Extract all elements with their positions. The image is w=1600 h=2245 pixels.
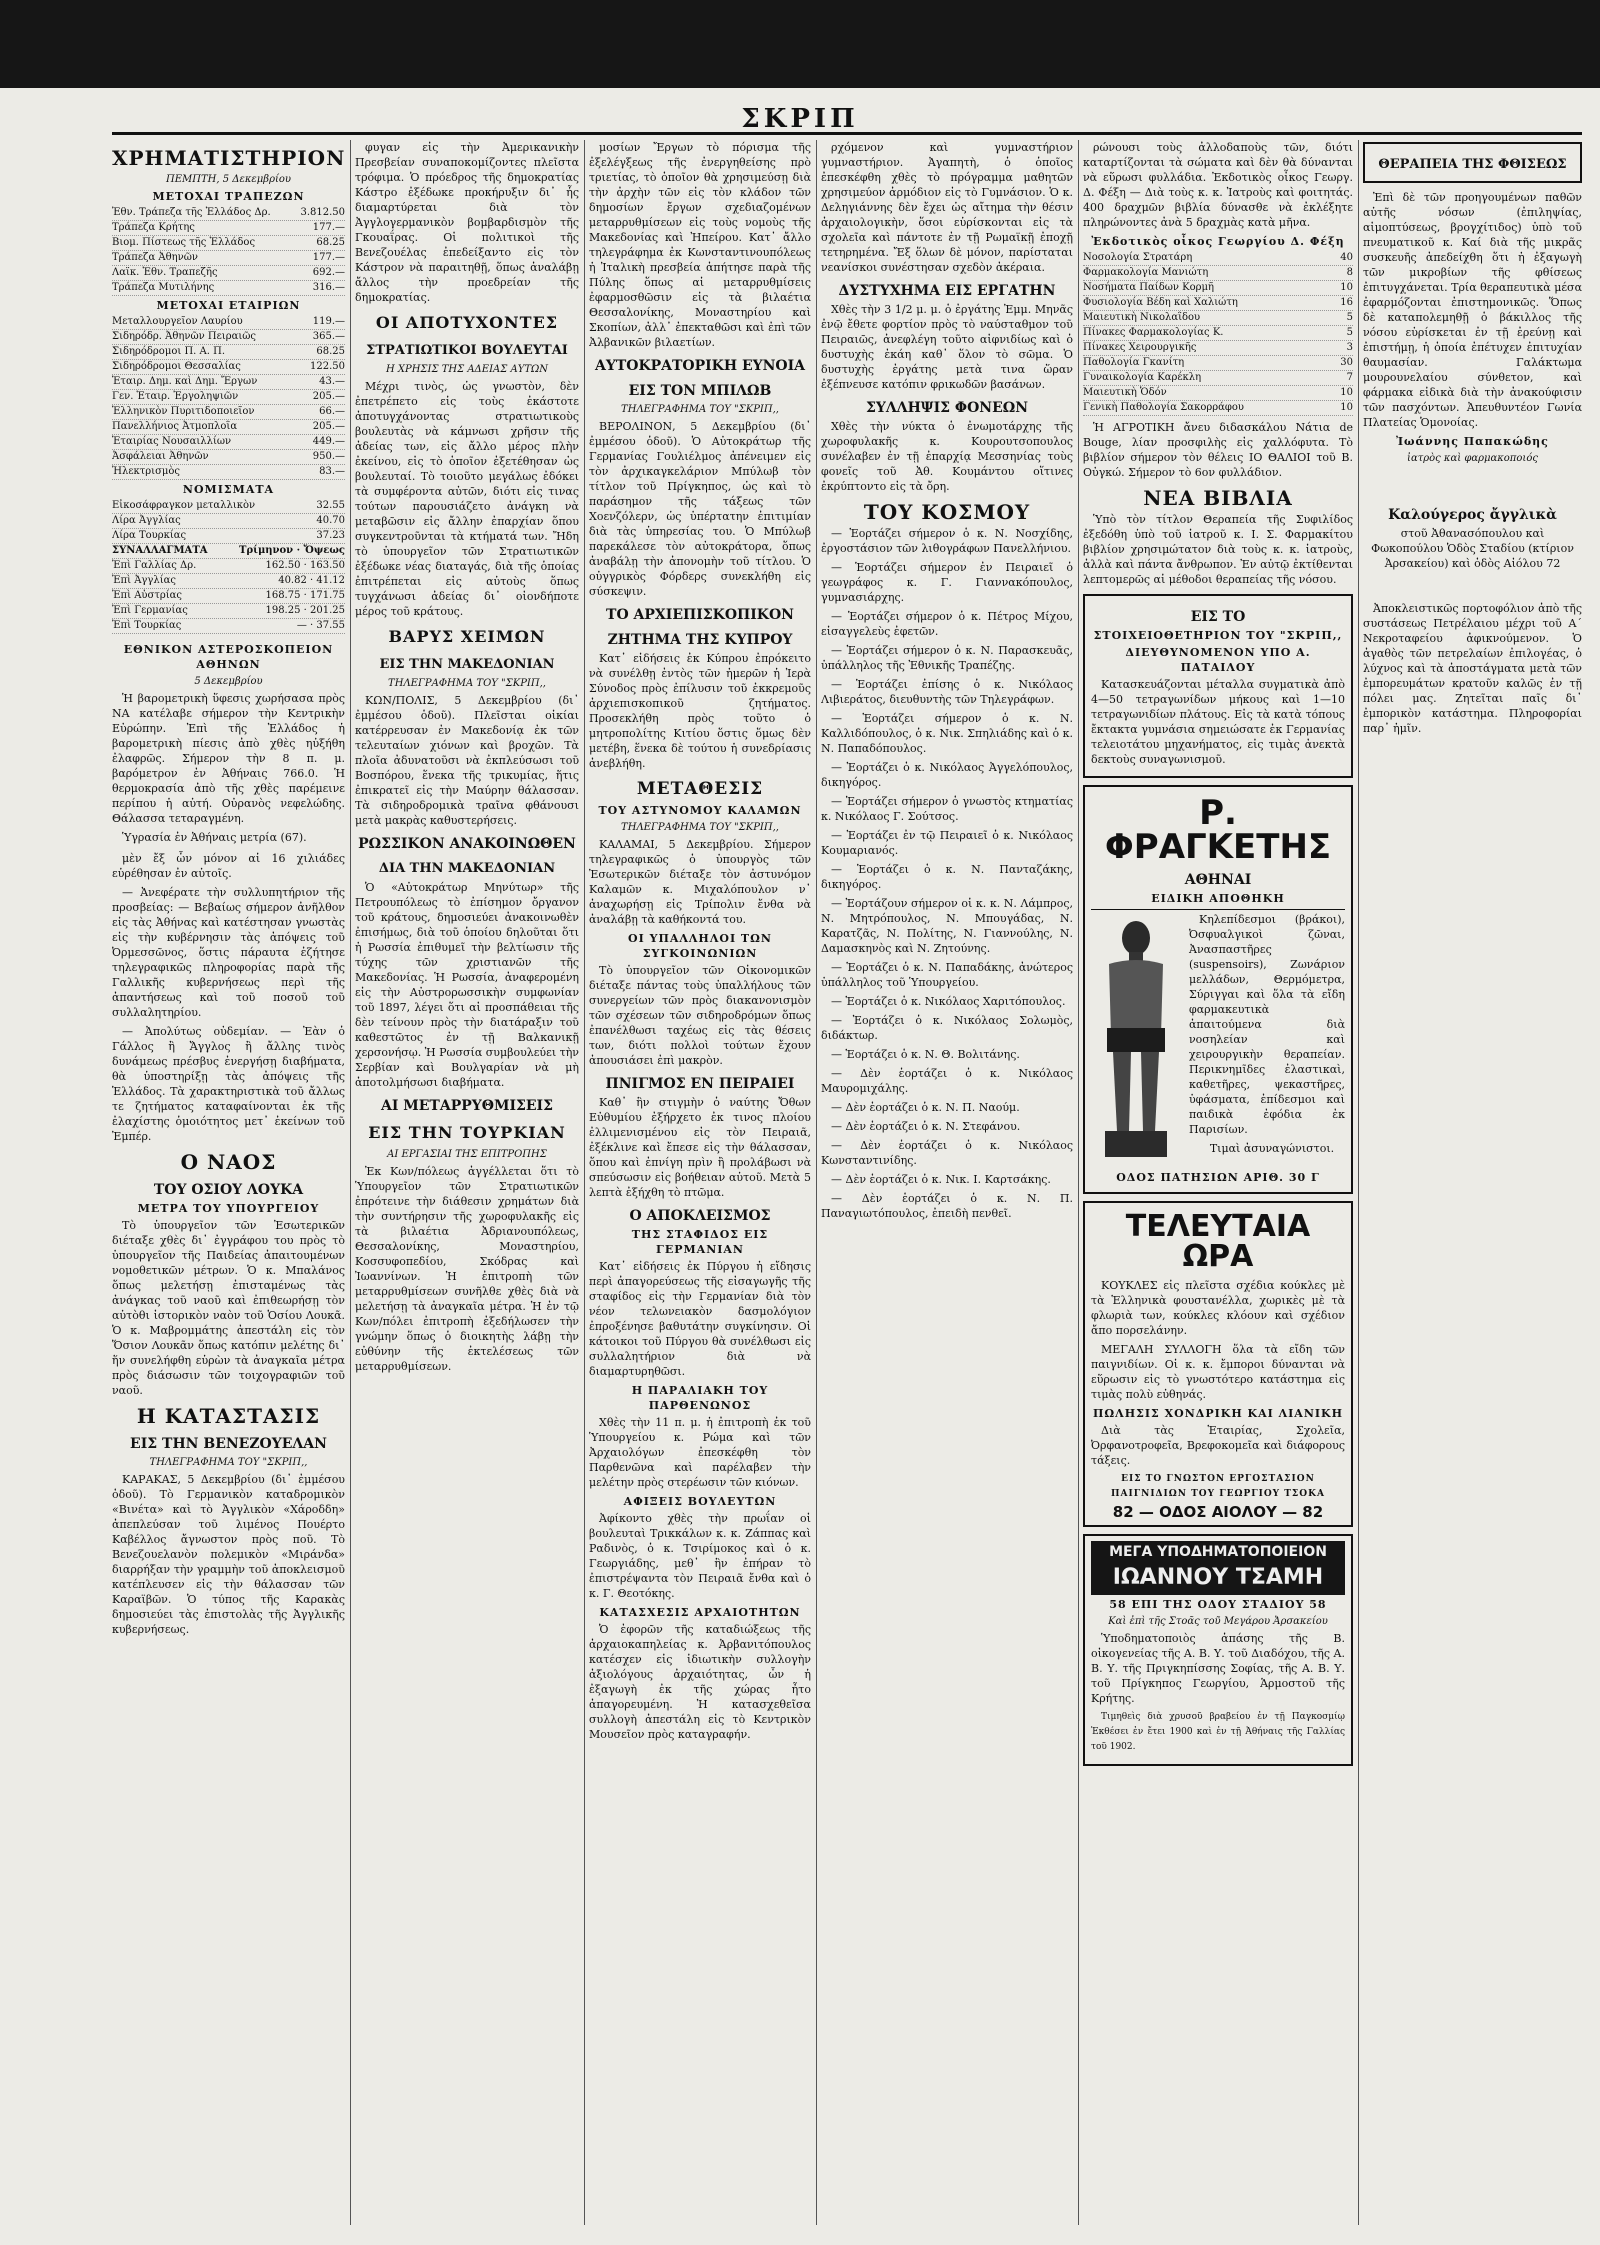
clerks-headline: ΟΙ ΥΠΑΛΛΗΛΟΙ ΤΩΝ ΣΥΓΚΟΙΝΩΝΙΩΝ <box>628 932 772 960</box>
table-row: Τράπεζα Κρήτης 177.— <box>112 221 345 236</box>
naos-caption: ΜΕΤΡΑ ΤΟΥ ΥΠΟΥΡΓΕΙΟΥ <box>137 1202 320 1215</box>
table-row: Γεν. Ἑταιρ. Ἐργοληψιῶν 205.— <box>112 390 345 405</box>
list-item: — Ἑορτάζει ὁ κ. Νικόλαος Ἀγγελόπουλος, δικηγόρος. <box>821 761 1073 789</box>
table-row: Ἑταιρίας Νουσαιλλίων 449.— <box>112 435 345 450</box>
transfer-headline: ΜΕΤΑΘΕΣΙΣ <box>636 779 764 799</box>
bank-shares-table <box>112 206 345 296</box>
frangetis-store: ΕΙΔΙΚΗ ΑΠΟΘΗΚΗ <box>1091 891 1345 910</box>
list-item: — Ἑορτάζει ὁ κ. Ν. Πανταζάκης, δικηγόρος. <box>821 863 1073 891</box>
frangetis-price: Τιμαὶ ἀσυναγώνιστοι. <box>1209 1142 1335 1155</box>
column-3 <box>589 140 811 2225</box>
table-row: Σιδηρόδρομοι Θεσσαλίας 122.50 <box>112 360 345 375</box>
murderers-headline: ΣΥΛΛΗΨΙΣ ΦΟΝΕΩΝ <box>865 400 1029 416</box>
telegram-caption: ΤΗΛΕΓΡΑΦΗΜΑ ΤΟΥ "ΣΚΡΙΠ,, <box>149 1457 308 1468</box>
column-divider <box>350 140 351 2225</box>
article-text: Χθὲς τὴν νύκτα ὁ ἐνωμοτάρχης τῆς χωροφυλακῆς κ. Κουρουτσοπουλος συνέλαβεν ἐν τῇ ἐπαρχίᾳ Μεσσηνίας τοὺς φονεῖς τοῦ Ἀθ. Κουμάντου οἵτινες ἐκρύπτοντο εἰς τὰ ὄρη. <box>821 420 1073 493</box>
toy-shop-ad <box>1083 1201 1353 1527</box>
table-row: Ἠλεκτρισμὸς 83.— <box>112 465 345 480</box>
table-row: Σιδηρόδρομοι Π. Α. Π. 68.25 <box>112 345 345 360</box>
shoe-shop-ad <box>1083 1534 1353 1766</box>
frangetis-address: ΟΔΟΣ ΠΑΤΗΣΙΩΝ ΑΡΙΘ. 30 Γ <box>1116 1171 1320 1184</box>
society-headline: ΤΟΥ ΚΟΣΜΟΥ <box>863 500 1031 524</box>
table-row: Μαιευτικὴ Νικολαΐδου 5 <box>1083 311 1353 326</box>
shoe-shop-text: Ὑποδηματοποιὸς ἁπάσης τῆς Β. οἰκογενείας τῆς Α. Β. Υ. τοῦ Διαδόχου, τῆς Α. Β. Υ. τῆς Πριγκηπίσσης Σοφίας, τῆς Α. Β. Υ. τοῦ Πρίγκηπος Γεωργίου, Ἁρμοστοῦ τῆς Κρήτης. <box>1091 1632 1345 1705</box>
new-books-headline: ΝΕΑ ΒΙΒΛΙΑ <box>1143 486 1293 510</box>
list-item: — Ἑορτάζει ἐπίσης ὁ κ. Νικόλαος Λιβιεράτος, διευθυντὴς τῶν Τηλεγράφων. <box>821 678 1073 706</box>
list-item: — Ἑορτάζει σήμερον ὁ κ. Ν. Παρασκευᾶς, ὑπάλληλος τῆς Ἐθνικῆς Τραπέζης. <box>821 644 1073 672</box>
article-text: Ἡ ΑΓΡΟΤΙΚΗ ἄνευ διδασκάλου Νάτια de Bouge, λίαν προσφιλὴς εἰς χαλλόφυτα. Τὸ βιβλίον σήμερον τὸν θέλεις ΙΟ ΘΑΛΙΟΙ τοῦ Β. Οὐγκώ. Σήμερον τὸ 6ον φυλλάδιον. <box>1083 421 1353 479</box>
article-text: Τὸ ὑπουργεῖον τῶν Ἐσωτερικῶν διέταξε χθὲς δι᾽ ἐγγράφου του πρὸς τὸ ὑπουργεῖον τῆς Παιδείας ἀπαιτουμένων νομοθετικῶν μέτρων. Ὁ κ. Μπαλάνος ὅπως μελετήσῃ ἐπισταμένως τὰς ἀνάγκας τοῦ ναοῦ καὶ ἐπιθεωρήσῃ τὸν αὐτὸθι ἱστορικὸν ναὸν τοῦ Ὁσίου Λουκᾶ. Ὁ κ. Μαβρομμάτης ἀπεστάλη εἰς τὸν Ὅσιον Λουκᾶν ὅπως κατόπιν μελέτης δι᾽ ἥν συνελήφθη εὑρὼν τὰ ἀναγκαῖα μέτρα πρὸς διάσωσιν τῶν τοιχογραφιῶν τοῦ ναοῦ. <box>112 1219 345 1397</box>
toy-shop-text: ΚΟΥΚΛΕΣ εἰς πλεῖστα σχέδια κούκλες μὲ τὰ Ἑλληνικὰ φουστανέλλα, χωρικὲς μὲ τὰ φλωριὰ των, κούκλες κλόουν καὶ σχέδιον ἄπο πορσελάνην. <box>1091 1279 1345 1337</box>
list-item: — Ἑορτάζει σήμερον ἐν Πειραιεῖ ὁ γεωγράφος κ. Γ. Γιαννακόπουλος, γυμνασιάρχης. <box>821 561 1073 604</box>
print-shop-text: Κατασκευάζονται μέταλλα συγματικὰ ἀπὸ 4—50 τετραγωνίδων μήκους καὶ 1—10 τετραγωνιδίων πλάτους. Εἰς τὰ κατὰ τόπους ἔκτακτα γυμνάσια σημειώσατε ἐκ Γερμανίας τελειοτάτου μηχανήματος, εἰς τιμὰς ἀνεκτὰ δεκτοὺς συναγωνισμοῦ. <box>1091 678 1345 766</box>
list-item: — Ἑορτάζει ὁ κ. Νικόλαος Σολωμὸς, διδάκτωρ. <box>821 1014 1073 1042</box>
parthenon-headline: Η ΠΑΡΑΛΙΑΚΗ ΤΟΥ ΠΑΡΘΕΝΩΝΟΣ <box>631 1384 769 1412</box>
fx-table <box>112 559 345 634</box>
reforms-caption: ΑΙ ΕΡΓΑΣΙΑΙ ΤΗΣ ΕΠΙΤΡΟΠΗΣ <box>387 1149 547 1160</box>
table-row: Πίνακες Χειρουργικῆς 3 <box>1083 341 1353 356</box>
article-text: Χθὲς τὴν 3 1/2 μ. μ. ὁ ἐργάτης Ἐμμ. Μηνᾶς ἐνῷ ἔθετε φορτίον πρὸς τὸ ναύσταθμον τοῦ Πειραιῶς, ἀνεφλέγη τοῦτο αἰφνιδίως καὶ ὁ δυστυχὴς ἐκάη καθ᾽ ὅλον τὸ σῶμα. Ὁ δυστυχὴς ἐργάτης μετὰ τινα ὥραν ἐξέπνευσε κατόπιν φρικωδῶν βασάνων. <box>821 303 1073 391</box>
shoe-shop-owner: ΙΩΑΝΝΟΥ ΤΣΑΜΗ <box>1091 1563 1345 1595</box>
table-row: Γενικὴ Παθολογία Σακορράφου 10 <box>1083 401 1353 416</box>
company-shares-title: ΜΕΤΟΧΑΙ ΕΤΑΙΡΙΩΝ <box>156 299 301 312</box>
article-text: ΒΕΡΟΛΙΝΟΝ, 5 Δεκεμβρίου (δι᾽ ἐμμέσου ὁδοῦ). Ὁ Αὐτοκράτωρ τῆς Γερμανίας Γουλιέλμος ἀπένειμεν εἰς τὸν ἀρχικαγκελάριον Μπύλωβ τὸν τίτλον τοῦ Πρίγκηπος, ὡς καὶ τὸ παράσημον τῆς τάξεως τῶν Χοενζόλερν, ὡς ὑπέρτατην ἐπιτιμίαν διὰ τὰς ὑπηρεσίας του. Ὁ Μπύλωβ παρεκάλεσε τὸν αὐτοκράτορα, ὅπως ἀναβάλῃ τὴν ἀπονομὴν τοῦ τίτλου. Ὁ οὐγγρικὸς Φόρδερς συνεκλήθη εἰς σύσκεψιν. <box>589 420 811 598</box>
toy-shop-sales: ΠΩΛΗΣΙΣ ΧΟΝΔΡΙΚΗ ΚΑΙ ΛΙΑΝΙΚΗ <box>1093 1407 1343 1420</box>
book-price-list <box>1083 251 1353 416</box>
column-2 <box>355 140 579 2225</box>
article-text: Ὁ «Αὐτοκράτωρ Μηνύτωρ» τῆς Πετρουπόλεως τὸ ἐπίσημον ὄργανον τοῦ κράτους, δημοσιεύει ἀνακοινωθὲν ἐπισήμως, διὰ τοῦ ὁποίου δηλοῦται ὅτι ἡ Ρωσσία ἐπιθυμεῖ τὴν βελτίωσιν τῆς τύχης τῶν χριστιανῶν τῆς Μακεδονίας. Ἡ Ρωσσία, ἀναφερομένη εἰς τὴν Αὐστρορωσσικὴν συμφωνίαν τοῦ 1897, λέγει ὅτι αἱ προσπάθειαι τῆς δὲν τείνουν πρὸς τὴν διατάραξιν τοῦ καθεστῶτος ἐν τῇ Βαλκανικῇ χερσονήσῳ. Ἡ Ρωσσία συμβουλεύει τὴν Σερβίαν καὶ Βουλγαρίαν νὰ μὴ ἀποτολμήσωσι διαβήματα. <box>355 881 579 1089</box>
empire-subhead: ΕΙΣ ΤΟΝ ΜΠΙΛΩΒ <box>628 383 772 399</box>
naos-headline: Ο ΝΑΟΣ <box>180 1150 277 1174</box>
frangetis-ad <box>1083 785 1353 1194</box>
print-shop-director: ΔΙΕΥΘΥΝΟΜΕΝΟΝ ΥΠΟ Α. ΠΑΤΑΙΛΟΥ <box>1125 646 1311 674</box>
observatory-date: 5 Δεκεμβρίου <box>194 676 263 687</box>
winter-subhead: ΕΙΣ ΤΗΝ ΜΑΚΕΔΟΝΙΑΝ <box>379 657 555 672</box>
english-shop-address: στοῦ Ἀθανασόπουλου καὶ Φωκοπούλου Ὁδὸς Σταδίου (κτίριον Ἀρσακείου) καὶ ὁδὸς Αἰόλου 72 <box>1371 527 1574 570</box>
archbishop-subhead: ΖΗΤΗΜΑ ΤΗΣ ΚΥΠΡΟΥ <box>607 632 793 648</box>
table-row: Ἐπὶ Αὐστρίας 168.75 · 171.75 <box>112 589 345 604</box>
table-row: Μαιευτικὴ Ὁδόν 10 <box>1083 386 1353 401</box>
bourse-title: ΧΡΗΜΑΤΙΣΤΗΡΙΟΝ <box>112 146 345 170</box>
print-shop-subtitle: ΣΤΟΙΧΕΙΟΘΕΤΗΡΙΟΝ ΤΟΥ "ΣΚΡΙΠ,, <box>1093 629 1343 642</box>
empire-headline: ΑΥΤΟΚΡΑΤΟΡΙΚΗ ΕΥΝΟΙΑ <box>594 358 806 374</box>
column-5 <box>1083 140 1353 2225</box>
list-item: — Ἑορτάζουν σήμερον οἱ κ. κ. Ν. Λάμπρος, Ν. Μητρόπουλος, Ν. Μπουγάδας, Ν. Καρατζᾶς, Ν. Πολίτης, Ν. Γιαννούλης, Ν. Δαμασκηνὸς καὶ Ν. Ζητούνης. <box>821 897 1073 955</box>
print-shop-ad <box>1083 594 1353 778</box>
observatory-text: Ἡ βαρομετρικὴ ὕφεσις χωρήσασα πρὸς ΝΑ κατέλαβε σήμερον τὴν Κεντρικὴν Εὐρώπην. Ἐπὶ τῆς Ἑλλάδος ἡ βαρομετρικὴ πίεσις ἀπὸ χθὲς ηὐξήθη ἐλαφρῶς. Σήμερον τὴν 8 π. μ. βαρόμετρον ἐν Ἀθήναις 766.0. Ἡ θερμοκρασία ἀπὸ τῆς χθὲς παρέμεινε περίπου ἡ αὐτή. Οὐρανὸς νεφελώδης. Θάλασσα τεταραγμένη. <box>112 692 345 825</box>
torso-figure-illustration <box>1091 916 1181 1166</box>
table-row: Φυσιολογία Βέδη καὶ Χαλιώτη 16 <box>1083 296 1353 311</box>
article-text: Ἐκ Κων/πόλεως ἀγγέλλεται ὅτι τὸ Ὑπουργεῖον τῶν Στρατιωτικῶν ἐπρότεινε τὴν διάθεσιν χρημάτων διὰ τὴν συντήρησιν τῆς χωροφυλακῆς εἰς τὰ βιλαέτια Ἀδριανουπόλεως, Θεσσαλονίκης, Μοναστηρίου, Κοσσυφοπεδίου, Σκόδρας καὶ Ἰωαννίνων. Ἡ ἐπιτροπὴ τῶν μεταρρυθμίσεων συνῆλθε χθὲς διὰ νὰ μελετήσῃ τὰ ἀναγκαῖα μέτρα. Ἡ ἐν τῷ Κων/πόλει ἐπιτροπὴ ἐξεδήλωσεν τὴν γνώμην ὅπως ὁ διοικητὴς λάβῃ τὴν εὐθύνην τῆς ἐκτελέσεως τῶν μεταρρυθμίσεων. <box>355 1165 579 1373</box>
petroleum-notice: Ἀποκλειστικῶς πορτοφόλιον ἀπὸ τῆς συστάσεως Πετρέλαιου μέχρι τοῦ Α΄ Νεκροταφείου ἀφικνούμενον. Ὁ ἀγαθὸς τῶν πετρελαίων ἐπιλογέας, ὁ λύχνος καὶ τὰ ἀποστάγματα μετὰ τῶν ἐμπορευμάτων κρατοῦν καλῶς ἐν τῇ πόλει μας. Ζητεῖται παῖς δι᾽ ἐμπορικὸν κατάστημα. Πληροφορίαι παρ᾽ ἡμῖν. <box>1363 602 1582 735</box>
article-text: μοσίων Ἔργων τὸ πόρισμα τῆς ἐξελέγξεως τῆς ἐνεργηθείσης πρὸ τριετίας, τὸ ὁποῖον θὰ χρησιμεύσῃ διὰ τὴν ἀρχὴν τῶν εἰς τὸν κλάδον τῶν δημοσίων ἔργων σχεδιαζομένων μεταρρυθμίσεων εἰς τοὺς νομοὺς τῆς Μακεδονίας καὶ Ἠπείρου. Κατ᾽ ἄλλο τηλεγράφημα ἐκ Κωνσταντινουπόλεως ἡ Ἰταλικὴ πρεσβεία ἀπήτησε παρὰ τῆς Πύλης ὅπως αἱ μεταρρυθμίσεις ἐφαρμοσθῶσιν εἰς τὰ βιλαέτια Θεσσαλονίκης, Μοναστηρίου καὶ Σκοπίων, ἀλλ᾽ ἐπεκταθῶσι καὶ ἐπὶ τῶν Ἀλβανικῶν βιλαετίων. <box>589 141 811 349</box>
list-item: — Δὲν ἑορτάζει ὁ κ. Νικόλαος Κωνσταντινίδης. <box>821 1139 1073 1167</box>
table-row: Λαϊκ. Ἐθν. Τραπεζῆς 692.— <box>112 266 345 281</box>
table-row: Λίρα Τουρκίας 37.23 <box>112 529 345 544</box>
frangetis-text: Κηλεπίδεσμοι (βράκοι), Ὀσφυαλγικοὶ ζῶναι, Ἀνασπαστῆρες (suspensoirs), Ζωνάριον μελλάδων, Θερμόμετρα, Σύριγγαι καὶ ὅλα τὰ εἴδη φαρμακευτικὰ ἀπαιτούμενα διὰ νοσηλείαν καὶ χειρουργικὴν θεραπείαν. Περικνημῖδες ἐλαστικαὶ, καθετῆρες, ψεκαστῆρες, ὑφάσματα, ἐπίδεσμοι καὶ παιδικὰ ἐφόδια ἐκ Παρισίων. <box>1189 913 1345 1136</box>
table-row: Ἀσφάλειαι Ἀθηνῶν 950.— <box>112 450 345 465</box>
table-row: Λίρα Ἀγγλίας 40.70 <box>112 514 345 529</box>
drowning-headline: ΠΝΙΓΜΟΣ ΕΝ ΠΕΙΡΑΙΕΙ <box>605 1076 795 1092</box>
table-row: Ἑλληνικὸν Πυριτιδοποιεῖον 66.— <box>112 405 345 420</box>
society-list <box>821 526 1073 1221</box>
table-row: Ἐπὶ Γερμανίας 198.25 · 201.25 <box>112 604 345 619</box>
article-text: Ὁ ἐφορῶν τῆς καταδιώξεως τῆς ἀρχαιοκαπηλείας κ. Ἀρβανιτόπουλος κατέσχεν εἰς ἰδιωτικὴν συλλογὴν ἀξιολόγους ἀρχαιότητας, ὧν ἡ ἐξαγωγὴ ἐκ τῆς χώρας ἦτο ἀπαγορευμένη. Ἡ κατασχεθεῖσα συλλογὴ ἀπεστάλη εἰς τὸ Κεντρικὸν Μουσεῖον πρὸς καταγραφήν. <box>589 1623 811 1741</box>
list-item: — Ἑορτάζει σήμερον ὁ κ. Πέτρος Μίχου, εἰσαγγελεὺς ἐφετῶν. <box>821 610 1073 638</box>
list-item: — Δὲν ἑορτάζει ὁ κ. Ν. Στεφάνου. <box>831 1120 1021 1133</box>
table-row: Βιομ. Πίστεως τῆς Ἑλλάδος 68.25 <box>112 236 345 251</box>
article-text: Ὑπὸ τὸν τίτλον Θεραπεία τῆς Συφιλίδος ἐξεδόθη ὑπὸ τοῦ ἰατροῦ κ. Ι. Σ. Φαρμακίτου βιβλίον χρησιμώτατον διὰ τοὺς κ. κ. ἰατροὺς, ἀλλὰ καὶ πάντα ἄνθρωπον. Ἐν αὐτῷ ἐκτίθενται λεπτομερῶς αἱ μέθοδοι θεραπείας τῆς νόσου. <box>1083 513 1353 586</box>
article-text: ΚΑΛΑΜΑΙ, 5 Δεκεμβρίου. Σήμερον τηλεγραφικῶς ὁ ὑπουργὸς τῶν Ἐσωτερικῶν διέταξε τὸν ἀστυνόμον Καλαμῶν κ. Μιχαλόπουλον ν᾽ ἀναχωρήσῃ εἰς Τρίπολιν ἔνθα νὰ ἀναλάβῃ τὰ καθήκοντά του. <box>589 838 811 926</box>
table-row: Πίνακες Φαρμακολογίας Κ. 5 <box>1083 326 1353 341</box>
table-row: Ἐπὶ Τουρκίας — · 37.55 <box>112 619 345 634</box>
list-item: — Ἑορτάζει σήμερον ὁ γνωστὸς κτηματίας κ. Νικόλαος Γ. Σούτσος. <box>821 795 1073 823</box>
list-item: — Δὲν ἑορτάζει ὁ κ. Ν. Π. Ναούμ. <box>831 1101 1020 1114</box>
article-text: Καθ᾽ ἣν στιγμὴν ὁ ναύτης Ὄθων Εὐθυμίου ἐξήρχετο ἐκ τινος πλοίου ἐλλιμενισμένου εἰς τὸν Πειραιᾶ, ἐξέκλινε καὶ ἔπεσε εἰς τὴν θάλασσαν, ὅπου καὶ ἐπνίγη πρὶν ἢ προλάβωσι νὰ σπεύσωσιν εἰς βοήθειαν αὐτοῦ. Μετὰ 5 λεπτὰ ἐξήχθη τὸ πτῶμα. <box>589 1096 811 1199</box>
tuberculosis-ad <box>1363 142 1582 183</box>
table-row: Τράπεζα Μυτιλήνης 316.— <box>112 281 345 296</box>
venezuela-subhead: ΕΙΣ ΤΗΝ ΒΕΝΕΖΟΥΕΛΑΝ <box>130 1436 327 1452</box>
list-item: — Ἑορτάζει σήμερον ὁ κ. Ν. Νοσχίδης, ἐργοστάσιον τῶν λιθογράφων Πανελλήνιου. <box>821 527 1073 555</box>
list-item: — Δὲν ἑορτάζει ὁ κ. Νικόλαος Μαυρομιχάλης. <box>821 1067 1073 1095</box>
article-text: ρχόμενον καὶ γυμναστήριον γυμναστήριον. Ἀγαπητὴ, ὁ ὁποῖος ἐπεσκέφθη χθὲς τὸ πρόγραμμα μαθητῶν χρησιμεύον ἀρμόδιον εἰς τὸ Γυμνάσιον. Ὁ κ. Δεληγιάννης δὲν ἔχει ὡς αἴτημα τὴν θέσιν ἀρχαιολογικὴν, ὅσοι εὑρίσκονται εἰς τὰ σχολεῖα καὶ πάντοτε ἐν τῇ Ρωμαϊκῇ ἐποχῇ τετηρημένα. Ἔξ ὅλων δὲ μόνον, παρίσταται νεανίσκοι συνέστησαν σχεδὸν ἀκέραια. <box>821 141 1073 274</box>
toy-shop-text: ΜΕΓΑΛΗ ΣΥΛΛΟΓΗ ὅλα τὰ εἴδη τῶν παιγνιδίων. Οἱ κ. κ. ἔμποροι δύνανται νὰ εὕρωσιν εἰς τὸ γνωστότερο κατάστημα εἰς τιμὰς πολὺ εὐθηνάς. <box>1091 1343 1345 1401</box>
tuberculosis-signature-title: ἰατρὸς καὶ φαρμακοποιός <box>1407 453 1538 464</box>
article-text: ΚΑΡΑΚΑΣ, 5 Δεκεμβρίου (δι᾽ ἐμμέσου ὁδοῦ). Τὸ Γερμανικὸν καταδρομικὸν «Βινέτα» καὶ τὸ Ἀγγλικὸν «Χάροδδη» ἀπεπλεύσαν τοῦ λιμένος Πουέρτο Καβέλλος ἄγνωστον πρὸς ποῦ. Τὸ Βενεζουελανὸν πολεμικὸν «Μιράνδα» διαρρήξαν τὴν γραμμὴν τοῦ ἀποκλεισμοῦ κατέπλευσεν εἰς τὴν θάλασσαν τῶν Καραϊβῶν. Ὁ τύπος τῆς Καρακὰς δημοσιεύει τὰς ἐπιστολὰς τῆς Ἀγγλικῆς κυβερνήσεως. <box>112 1473 345 1636</box>
reforms-subhead: ΕΙΣ ΤΗΝ ΤΟΥΡΚΙΑΝ <box>368 1123 566 1142</box>
naos-subhead: ΤΟΥ ΟΣΙΟΥ ΛΟΥΚΑ <box>153 1182 304 1198</box>
forecast-text: Ὑγρασία ἐν Ἀθήναις μετρία (67). <box>122 831 307 844</box>
tuberculosis-signature: Ἰωάννης Παπακώδης <box>1396 435 1549 448</box>
article-text: ΚΩΝ/ΠΟΛΙΣ, 5 Δεκεμβρίου (δι᾽ ἐμμέσου ὁδοῦ). Πλεῖσται οἰκίαι κατέρρευσαν ἐν Μακεδονίᾳ ἐκ τῶν τελευταίων χιόνων καὶ βροχῶν. Τὰ πλοῖα ἀδυνατοῦσι νὰ ἐκπλεύσωσι τοῦ Βοσπόρου, ἕνεκα τῆς τρικυμίας, ἥτις ἐπικρατεῖ εἰς τὴν Μαύρην θάλασσαν. Τὰ σιδηροδρομικὰ τραῖνα φθάνουσι μετὰ μακρὰς καθυστερήσεις. <box>355 694 579 827</box>
frangetis-title: Ρ. ΦΡΑΓΚΕΤΗΣ <box>1104 793 1332 867</box>
toy-shop-factory: ΕΙΣ ΤΟ ΓΝΩΣΤΟΝ ΕΡΓΟΣΤΑΣΙΟΝ ΠΑΙΓΝΙΔΙΩΝ ΤΟΥ ΓΕΩΡΓΙΟΥ ΤΣΟΚΑ <box>1111 1474 1325 1499</box>
column-divider <box>584 140 585 2225</box>
coins-table <box>112 499 345 544</box>
bank-shares-title: ΜΕΤΟΧΑΙ ΤΡΑΠΕΖΩΝ <box>152 190 305 203</box>
english-shop-notice <box>1363 506 1582 571</box>
shoe-shop-location: Καὶ ἐπὶ τῆς Στοᾶς τοῦ Μεγάρου Ἀρσακείου <box>1108 1616 1328 1627</box>
article-text: — Ἀνεφέρατε τὴν συλλυπητήριον τῆς προσβείας: — Βεβαίως σήμερον ἀνῆλθον εἰς τὰς Ἀθήνας καὶ κατέστησαν γνωστὰς εἰς τὴν κυβέρνησιν τὰς ἀπόψεις τοῦ Ὀρμεσσῶνος, ὅστις πάραυτα ἐζήτησε τηλεγραφικῶς πληροφορίας παρὰ τῆς Γαλλικῆς κυβερνήσεως περὶ τῆς ἀπαντήσεως καὶ τοῦ ποσοῦ τοῦ συλλαλητηρίου. <box>112 886 345 1019</box>
table-row: Γυναικολογία Καρέκλη 7 <box>1083 371 1353 386</box>
table-row: Τράπεζα Ἀθηνῶν 177.— <box>112 251 345 266</box>
failed-mps-caption: Η ΧΡΗΣΙΣ ΤΗΣ ΑΔΕΙΑΣ ΑΥΤΩΝ <box>385 364 549 375</box>
table-row: Νοσήματα Παίδων Κορμῆ 10 <box>1083 281 1353 296</box>
mps-arrivals-headline: ΑΦΙΞΕΙΣ ΒΟΥΛΕΥΤΩΝ <box>623 1495 777 1508</box>
top-dark-band <box>0 0 1600 88</box>
frangetis-city: ΑΘΗΝΑΙ <box>1184 872 1252 888</box>
column-divider <box>816 140 817 2225</box>
table-row: Πανελλήνιος Ἀτμοπλοΐα 205.— <box>112 420 345 435</box>
list-item: — Ἑορτάζει σήμερον ὁ κ. Ν. Καλλιδόπουλος, ὁ κ. Νικ. Σπηλιάδης καὶ ὁ κ. Ν. Παπαδόπουλος. <box>821 712 1073 755</box>
article-text: Ἀφίκοντο χθὲς τὴν πρωΐαν οἱ βουλευταὶ Τρικκάλων κ. κ. Ζάππας καὶ Ραδινὸς, ὁ κ. Τσιρίμοκος καὶ ὁ κ. Γεωργιάδης, μεθ᾽ ἣν ἐπήραν τὸ ἐπιστρέψαντα τὸν Πειραιᾶ ἔνθα καὶ ὁ κ. Γ. Θεοτόκης. <box>589 1512 811 1600</box>
column-divider <box>1078 140 1079 2225</box>
article-text: μὲν ἔξ ὧν μόνον αἱ 16 χιλιάδες εὑρέθησαν ἐν αὐτοῖς. <box>112 852 345 880</box>
list-item: — Ἑορτάζει ἐν τῷ Πειραιεῖ ὁ κ. Νικόλαος Κουμαριανός. <box>821 829 1073 857</box>
masthead: ΣΚΡΙΠ <box>741 104 859 134</box>
shoe-shop-title: ΜΕΓΑ ΥΠΟΔΗΜΑΤΟΠΟΙΕΙΟΝ <box>1091 1541 1345 1563</box>
shoe-shop-award: Τιμηθεὶς διὰ χρυσοῦ βραβείου ἐν τῇ Παγκοσμίῳ Ἐκθέσει ἐν ἔτει 1900 καὶ ἐν τῇ Ἀθήναις τῆς Γαλλίας τοῦ 1902. <box>1091 1712 1345 1752</box>
table-row: Φαρμακολογία Μανιώτη 8 <box>1083 266 1353 281</box>
list-item: — Ἑορτάζει ὁ κ. Ν. Παπαδάκης, ἀνώτερος ὑπάλληλος τοῦ Ὑπουργείου. <box>821 961 1073 989</box>
observatory-title: ΕΘΝΙΚΟΝ ΑΣΤΕΡΟΣΚΟΠΕΙΟΝ ΑΘΗΝΩΝ <box>123 643 334 671</box>
blockade-subhead: ΤΗΣ ΣΤΑΦΙΔΟΣ ΕΙΣ ΓΕΡΜΑΝΙΑΝ <box>631 1228 769 1256</box>
list-item: — Ἑορτάζει ὁ κ. Νικόλαος Χαριτόπουλος. <box>831 995 1066 1008</box>
table-row: Μεταλλουργεῖον Λαυρίου 119.— <box>112 315 345 330</box>
article-text: Κατ᾽ εἰδήσεις ἐκ Κύπρου ἐπρόκειτο νὰ συνέλθῃ ἐντὸς τῶν ἡμερῶν ἡ Ἱερὰ Σύνοδος πρὸς ἐπίλυσιν τοῦ ἐκκρεμοῦς ἀρχιεπισκοπικοῦ ζητήματος. Προσεκλήθη πρὸς τοῦτο ὁ μητροπολίτης Κιτίου ὅστις ὅμως δὲν μετέβη, ἕνεκα δὲ τούτου ἡ συνεδρίασις ἀνεβλήθη. <box>589 652 811 770</box>
archbishop-headline: ΤΟ ΑΡΧΙΕΠΙΣΚΟΠΙΚΟΝ <box>606 607 794 623</box>
table-row: Εἰκοσάφραγκον μεταλλικὸν 32.55 <box>112 499 345 514</box>
article-text: ρώνουσι τοὺς ἀλλοδαποὺς τῶν, διότι καταρτίζονται τὰ σώματα καὶ δὲν θὰ δύνανται νὰ εὕρωσι φυλλάδια. Ἐκδοτικὸς οἶκος Γεωργ. Δ. Φέξη — Διὰ τοὺς κ. κ. Ἰατροὺς καὶ φοιτητάς. 400 δραχμῶν βιβλία δύνασθε νὰ ἐκλέξητε πληρώνοντες ἀνὰ 5 δραχμὰς κατὰ μῆνα. <box>1083 141 1353 229</box>
blockade-headline: Ο ΑΠΟΚΛΕΙΣΜΟΣ <box>629 1208 771 1224</box>
winter-headline: ΒΑΡΥΣ ΧΕΙΜΩΝ <box>388 627 546 646</box>
russian-headline: ΡΩΣΣΙΚΟΝ ΑΝΑΚΟΙΝΩΘΕΝ <box>358 836 576 852</box>
list-item: — Δὲν ἑορτάζει ὁ κ. Ν. Π. Παναγιωτόπουλος, ἐπειδὴ πενθεῖ. <box>821 1192 1073 1220</box>
column-1 <box>112 140 345 2225</box>
transfer-subhead: ΤΟΥ ΑΣΤΥΝΟΜΟΥ ΚΑΛΑΜΩΝ <box>598 804 802 817</box>
english-shop-title: Καλούγερος ἄγγλικὰ <box>1388 507 1557 523</box>
russian-subhead: ΔΙΑ ΤΗΝ ΜΑΚΕΔΟΝΙΑΝ <box>378 861 556 876</box>
company-shares-table <box>112 315 345 480</box>
table-row: Ἐπὶ Ἀγγλίας 40.82 · 41.12 <box>112 574 345 589</box>
article-text: φυγαν εἰς τὴν Ἀμερικανικὴν Πρεσβείαν συναποκομίζοντες πλεῖστα τρόφιμα. Ὁ πρόεδρος τῆς δημοκρατίας Κάστρο ἐξέδωκε προκήρυξιν δι᾽ ἧς διαμαρτύρεται διὰ τὸν Ἀγγλογερμανικὸν βομβαρδισμὸν τῆς Γκουαΐρας. Οἱ πολιτικοὶ τῆς Βενεζουέλας ἐπεδείξαντο εἰς τὸν Κάστρον νὰ παραιτηθῇ, ὅπως ἀναλάβῃ ἄλλος τὴν προεδρείαν τῆς δημοκρατίας. <box>355 141 579 304</box>
list-item: — Ἑορτάζει ὁ κ. Ν. Θ. Βολιτάνης. <box>831 1048 1020 1061</box>
table-row: Ἐθν. Τράπεζα τῆς Ἑλλάδος Δρ. 3.812.50 <box>112 206 345 221</box>
coins-title: ΝΟΜΙΣΜΑΤΑ <box>182 483 275 496</box>
accident-headline: ΔΥΣΤΥΧΗΜΑ ΕΙΣ ΕΡΓΑΤΗΝ <box>838 283 1056 299</box>
print-shop-title: ΕΙΣ ΤΟ <box>1190 609 1246 625</box>
shoe-shop-address: 58 ΕΠΙ ΤΗΣ ΟΔΟΥ ΣΤΑΔΙΟΥ 58 <box>1109 1598 1327 1611</box>
article-text: — Ἀπολύτως οὐδεμίαν. — Ἐὰν ὁ Γάλλος ἢ Ἄγγλος ἢ ἄλλης τινὸς δυνάμεως πρέσβυς ἐνεργήσῃ διαβήματα, θὰ ὑποστηρίξῃ τὰς ἀπόψεις τῆς Ἑλλάδος. Τὰ χαρακτηριστικὰ τοῦ ἄλλως τε ζητήματος καταφαίνονται ἐκ τῆς ἐλαχίστης ὁμοιότητος μετ᾽ ἐκείνων τοῦ Ἐμπέρ. <box>112 1025 345 1143</box>
column-6 <box>1363 140 1582 2225</box>
publisher-heading: Ἐκδοτικὸς οἶκος Γεωργίου Δ. Φέξη <box>1091 235 1345 248</box>
article-text: Τὸ ὑπουργεῖον τῶν Οἰκονομικῶν διέταξε πάντας τοὺς ὑπαλλήλους τῶν συνεργείων τῶν πρὸς διακανονισμὸν τῶν σχέσεων τῶν σιδηροδρόμων ὅπως ἐπανέλθωσι ταχέως εἰς τὰς θέσεις των, διότι πολλοὶ τούτων ἔχουν ἀπουσιάσει ἐπὶ μακρὸν. <box>589 964 811 1067</box>
telegram-caption: ΤΗΛΕΓΡΑΦΗΜΑ ΤΟΥ "ΣΚΡΙΠ,, <box>621 404 779 415</box>
table-row: Παθολογία Γκανίτη 30 <box>1083 356 1353 371</box>
failed-mps-subhead: ΣΤΡΑΤΙΩΤΙΚΟΙ ΒΟΥΛΕΥΤΑΙ <box>366 343 568 358</box>
table-row: Ἑταιρ. Δημ. καὶ Δημ. Ἔργων 43.— <box>112 375 345 390</box>
venezuela-headline: Η ΚΑΤΑΣΤΑΣΙΣ <box>136 1404 321 1428</box>
article-text: Κατ᾽ εἰδήσεις ἐκ Πύργου ἡ εἴδησις περὶ ἀπαγορεύσεως τῆς εἰσαγωγῆς τῆς σταφίδος εἰς τὴν Γερμανίαν διὰ τὸν νέον τελωνειακὸν δασμολόγιον ἐπροξένησε βαθυτάτην συγκίνησιν. Οἱ κάτοικοι τοῦ Πύργου θὰ συνέλθωσι εἰς συλλαλητήριον διὰ νὰ διαμαρτυρηθῶσι. <box>589 1260 811 1378</box>
list-item: — Δὲν ἑορτάζει ὁ κ. Νικ. Ι. Καρτσάκης. <box>831 1173 1051 1186</box>
table-row: Ἐπὶ Γαλλίας Δρ. 162.50 · 163.50 <box>112 559 345 574</box>
toy-shop-title: ΤΕΛΕΥΤΑΙΑ ΩΡΑ <box>1125 1209 1311 1274</box>
toy-shop-address: 82 — ΟΔΟΣ ΑΙΟΛΟΥ — 82 <box>1112 1503 1324 1521</box>
table-row: Σιδηρόδρ. Ἀθηνῶν Πειραιῶς 365.— <box>112 330 345 345</box>
article-text: Μέχρι τινὸς, ὡς γνωστὸν, δὲν ἐπετρέπετο εἰς τοὺς ἐκάστοτε ἀποτυγχάνοντας στρατιωτικοὺς βουλευτὰς νὰ κάμνωσι χρῆσιν τῆς ἀδείας των, εἰς ἄλλο μέρος πλὴν ἐκείνου, εἰς τὸ ὁποῖον ἐξετέθησαν ὡς βουλευταί. Τὸ τοιοῦτο μεγάλως ἐδόκει τὰ συμφέροντα αὐτῶν, διότι εἰς τινας τούτων παρουσιάζετο ἀνάγκη νὰ μεταβῶσιν εἰς ἄλλην ἐπαρχίαν ὅπου συγκεντροῦνται τὰ κτήματά των. Ἤδη τὸ ὑπουργεῖον τῶν Στρατιωτικῶν ἐξέδωκε νέας διαταγάς, διὰ τῆς ὁποίας ἐπιτρέπεται εἰς αὐτοὺς ὅπως τυγχάνωσι ἀδείας δι᾽ οἰονδήποτε μέρος τοῦ κράτους. <box>355 380 579 618</box>
bourse-date: ΠΕΜΠΤΗ, 5 Δεκεμβρίου <box>166 174 291 185</box>
reforms-headline: ΑΙ ΜΕΤΑΡΡΥΘΜΙΣΕΙΣ <box>380 1098 554 1114</box>
antiquities-headline: ΚΑΤΑΣΧΕΣΙΣ ΑΡΧΑΙΟΤΗΤΩΝ <box>599 1606 801 1619</box>
telegram-caption: ΤΗΛΕΓΡΑΦΗΜΑ ΤΟΥ "ΣΚΡΙΠ,, <box>388 678 546 689</box>
table-row: Νοσολογία Στρατάρη 40 <box>1083 251 1353 266</box>
tuberculosis-title: ΘΕΡΑΠΕΙΑ ΤΗΣ ΦΘΙΣΕΩΣ <box>1378 157 1567 172</box>
failed-mps-headline: ΟΙ ΑΠΟΤΥΧΟΝΤΕΣ <box>375 313 559 332</box>
fx-header: ΣΥΝΑΛΛΑΓΜΑΤΑ Τρίμηνον · Ὄψεως <box>112 544 345 559</box>
column-4 <box>821 140 1073 2225</box>
toy-shop-text: Διὰ τὰς Ἑταιρίας, Σχολεῖα, Ὀρφανοτροφεῖα, Βρεφοκομεῖα καὶ διάφορους τάξεις. <box>1091 1424 1345 1467</box>
column-divider <box>1358 140 1359 2225</box>
tuberculosis-text: Ἐπὶ δὲ τῶν προηγουμένων παθῶν αὐτῆς νόσων (ἐπιληψίας, αἱμοπτύσεως, βρογχίτιδος) ὑπὸ τοῦ πνευματικοῦ κ. Καί διὰ τῆς μικρᾶς συσκευῆς ἀπεδείχθη ὅτι ἡ ἐξαγωγὴ τῶν μικροβίων τῆς φθίσεως ἐπιτυγχάνεται. Τρία θεραπευτικὰ μέσα ἐφαρμόζονται ἐπιστημονικῶς. Ὅπως δὲ καταπολεμηθῇ ὁ βάκιλλος τῆς νόσου εὑρίσκεται ἐν τῇ ἐρεύνῃ καὶ ἐπιστήμῃ, ἡ ὁποία ἐπέτυχεν ἐπιτυχίαν θαυμασίαν. Γαλάκτωμα μουρουνελαίου σύνθετον, καὶ φάρμακα εἰδικὰ διὰ τὴν ἀνακούφισιν τῶν πασχόντων. Ἀπευθυντέον Γωνία Πλατείας Ὁμονοίας. <box>1363 191 1582 429</box>
article-text: Χθὲς τὴν 11 π. μ. ἡ ἐπιτροπὴ ἐκ τοῦ Ὑπουργείου κ. Ρώμα καὶ τῶν Ἀρχαιολόγων ἐπεσκέφθη τὸν Παρθενῶνα καὶ παρέλαβεν τὴν μελέτην πρὸς στερέωσιν τῶν κιόνων. <box>589 1416 811 1489</box>
telegram-caption: ΤΗΛΕΓΡΑΦΗΜΑ ΤΟΥ "ΣΚΡΙΠ,, <box>621 822 779 833</box>
masthead-rule <box>112 132 1582 135</box>
